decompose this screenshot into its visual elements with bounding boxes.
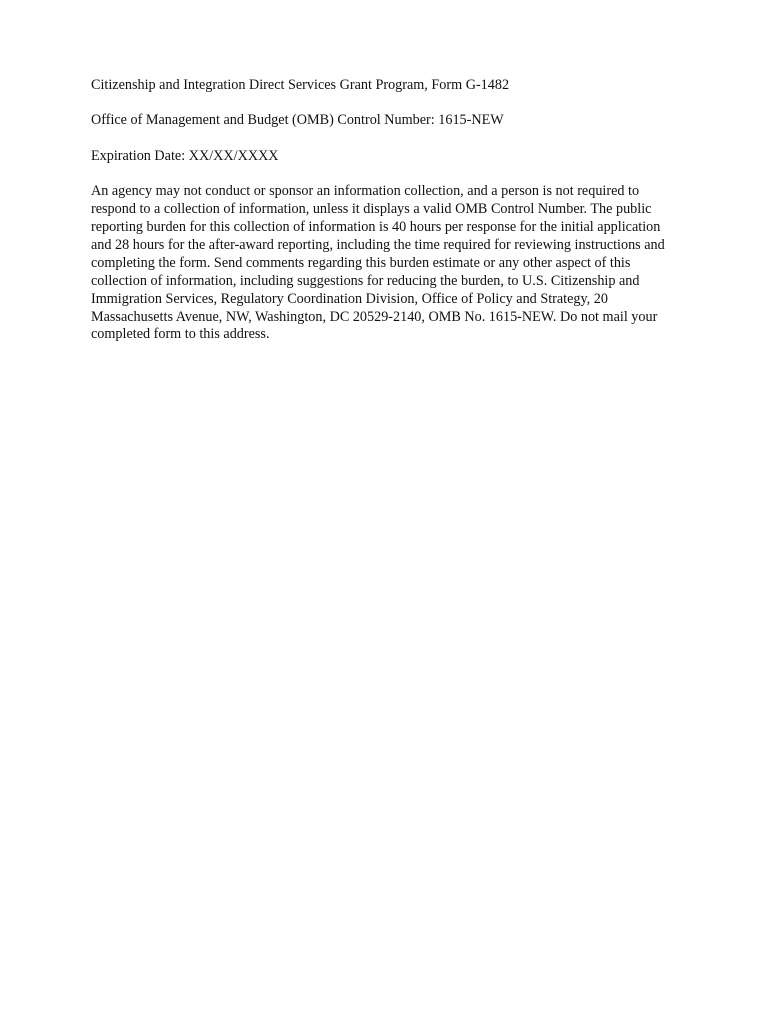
form-title-line: Citizenship and Integration Direct Services Grant Program, Form G-1482 bbox=[91, 77, 510, 93]
omb-control-number-line: Office of Management and Budget (OMB) Control Number: 1615-NEW bbox=[91, 112, 504, 129]
document-body bbox=[91, 77, 681, 344]
burden-statement-paragraph: An agency may not conduct or sponsor an information collection, and a person is not required to respond to a collection of information, unless it displays a valid OMB Control Number. The public reporting burden for this collection of information is 40 hours per response for the initial application and 28 hours for the after-award reporting, including the time required for reviewing instructions and completing the form. Send comments regarding this burden estimate or any other aspect of this collection of information, including suggestions for reducing the burden, to U.S. Citizenship and Immigration Services, Regulatory Coordination Division, Office of Policy and Strategy, 20 Massachusetts Avenue, NW, Washington, DC 20529-2140, OMB No. 1615-NEW. Do not mail your completed form to this address. bbox=[91, 183, 665, 343]
expiration-date-line: Expiration Date: XX/XX/XXXX bbox=[91, 147, 279, 164]
